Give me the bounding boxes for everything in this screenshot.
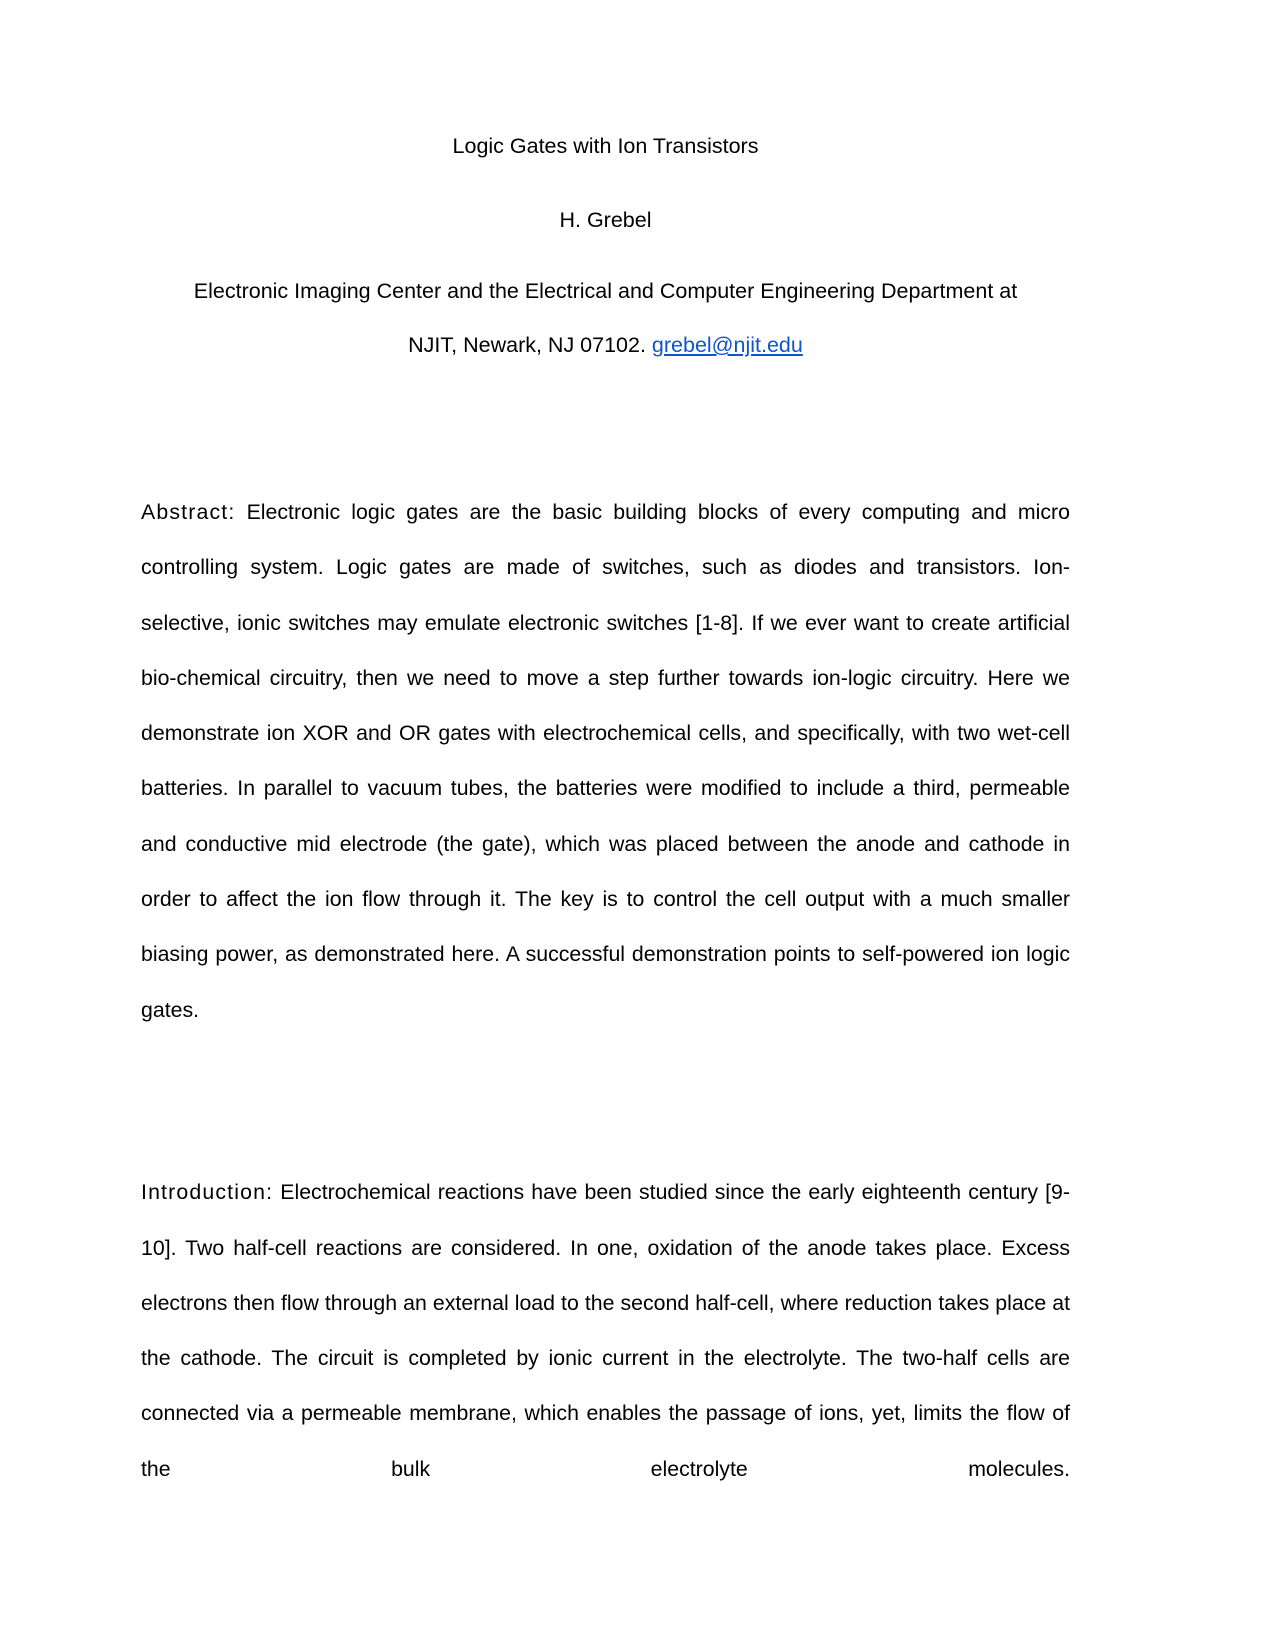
page-title: Logic Gates with Ion Transistors: [452, 134, 759, 158]
abstract-body-text: Electronic logic gates are the basic building blocks of every computing and micro controlling system. Logic gates are made of switches, such as diodes and transistors. Ion-selective, ionic switches may emulate electronic switches [1-8]. If we ever want to create artificial bio-chemical circuitry, then we need to move a step further towards ion-logic circuitry. Here we demonstrate ion XOR and OR gates with electrochemical cells, and specifically, with two wet-cell batteries. In parallel to vacuum tubes, the batteries were modified to include a third, permeable and conductive mid electrode (the gate), which was placed between the anode and cathode in order to affect the ion flow through it. The key is to control the cell output with a much smaller biasing power, as demonstrated here. A successful demonstration points to self-powered ion logic gates.: [141, 500, 1070, 1022]
author-name: H. Grebel: [559, 207, 652, 232]
abstract-section: [141, 485, 1070, 1093]
introduction-paragraph: [141, 1165, 1070, 1552]
affiliation-block: [141, 264, 1070, 372]
introduction-label: Introduction:: [141, 1180, 274, 1205]
affiliation-line-1: Electronic Imaging Center and the Electrical and Computer Engineering Department at: [193, 279, 1018, 303]
title-block: [141, 0, 1070, 372]
affiliation-line-2: NJIT, Newark, NJ 07102.: [408, 333, 652, 357]
abstract-label: Abstract:: [141, 500, 236, 524]
author-email-link[interactable]: grebel@njit.edu: [651, 333, 803, 357]
document-content: [141, 0, 1070, 1552]
introduction-body-text: Electrochemical reactions have been studied since the early eighteenth century [9-10]. Two half-cell reactions are considered. In one, oxidation of the anode takes place. Excess electrons then flow through an external load to the second half-cell, where reduction takes place at the cathode. The circuit is completed by ionic current in the electrolyte. The two-half cells are connected via a permeable membrane, which enables the passage of ions, yet, limits the flow of the bulk electrolyte molecules.: [141, 1180, 1070, 1481]
introduction-section: [141, 1165, 1070, 1552]
abstract-paragraph: [141, 485, 1070, 1093]
